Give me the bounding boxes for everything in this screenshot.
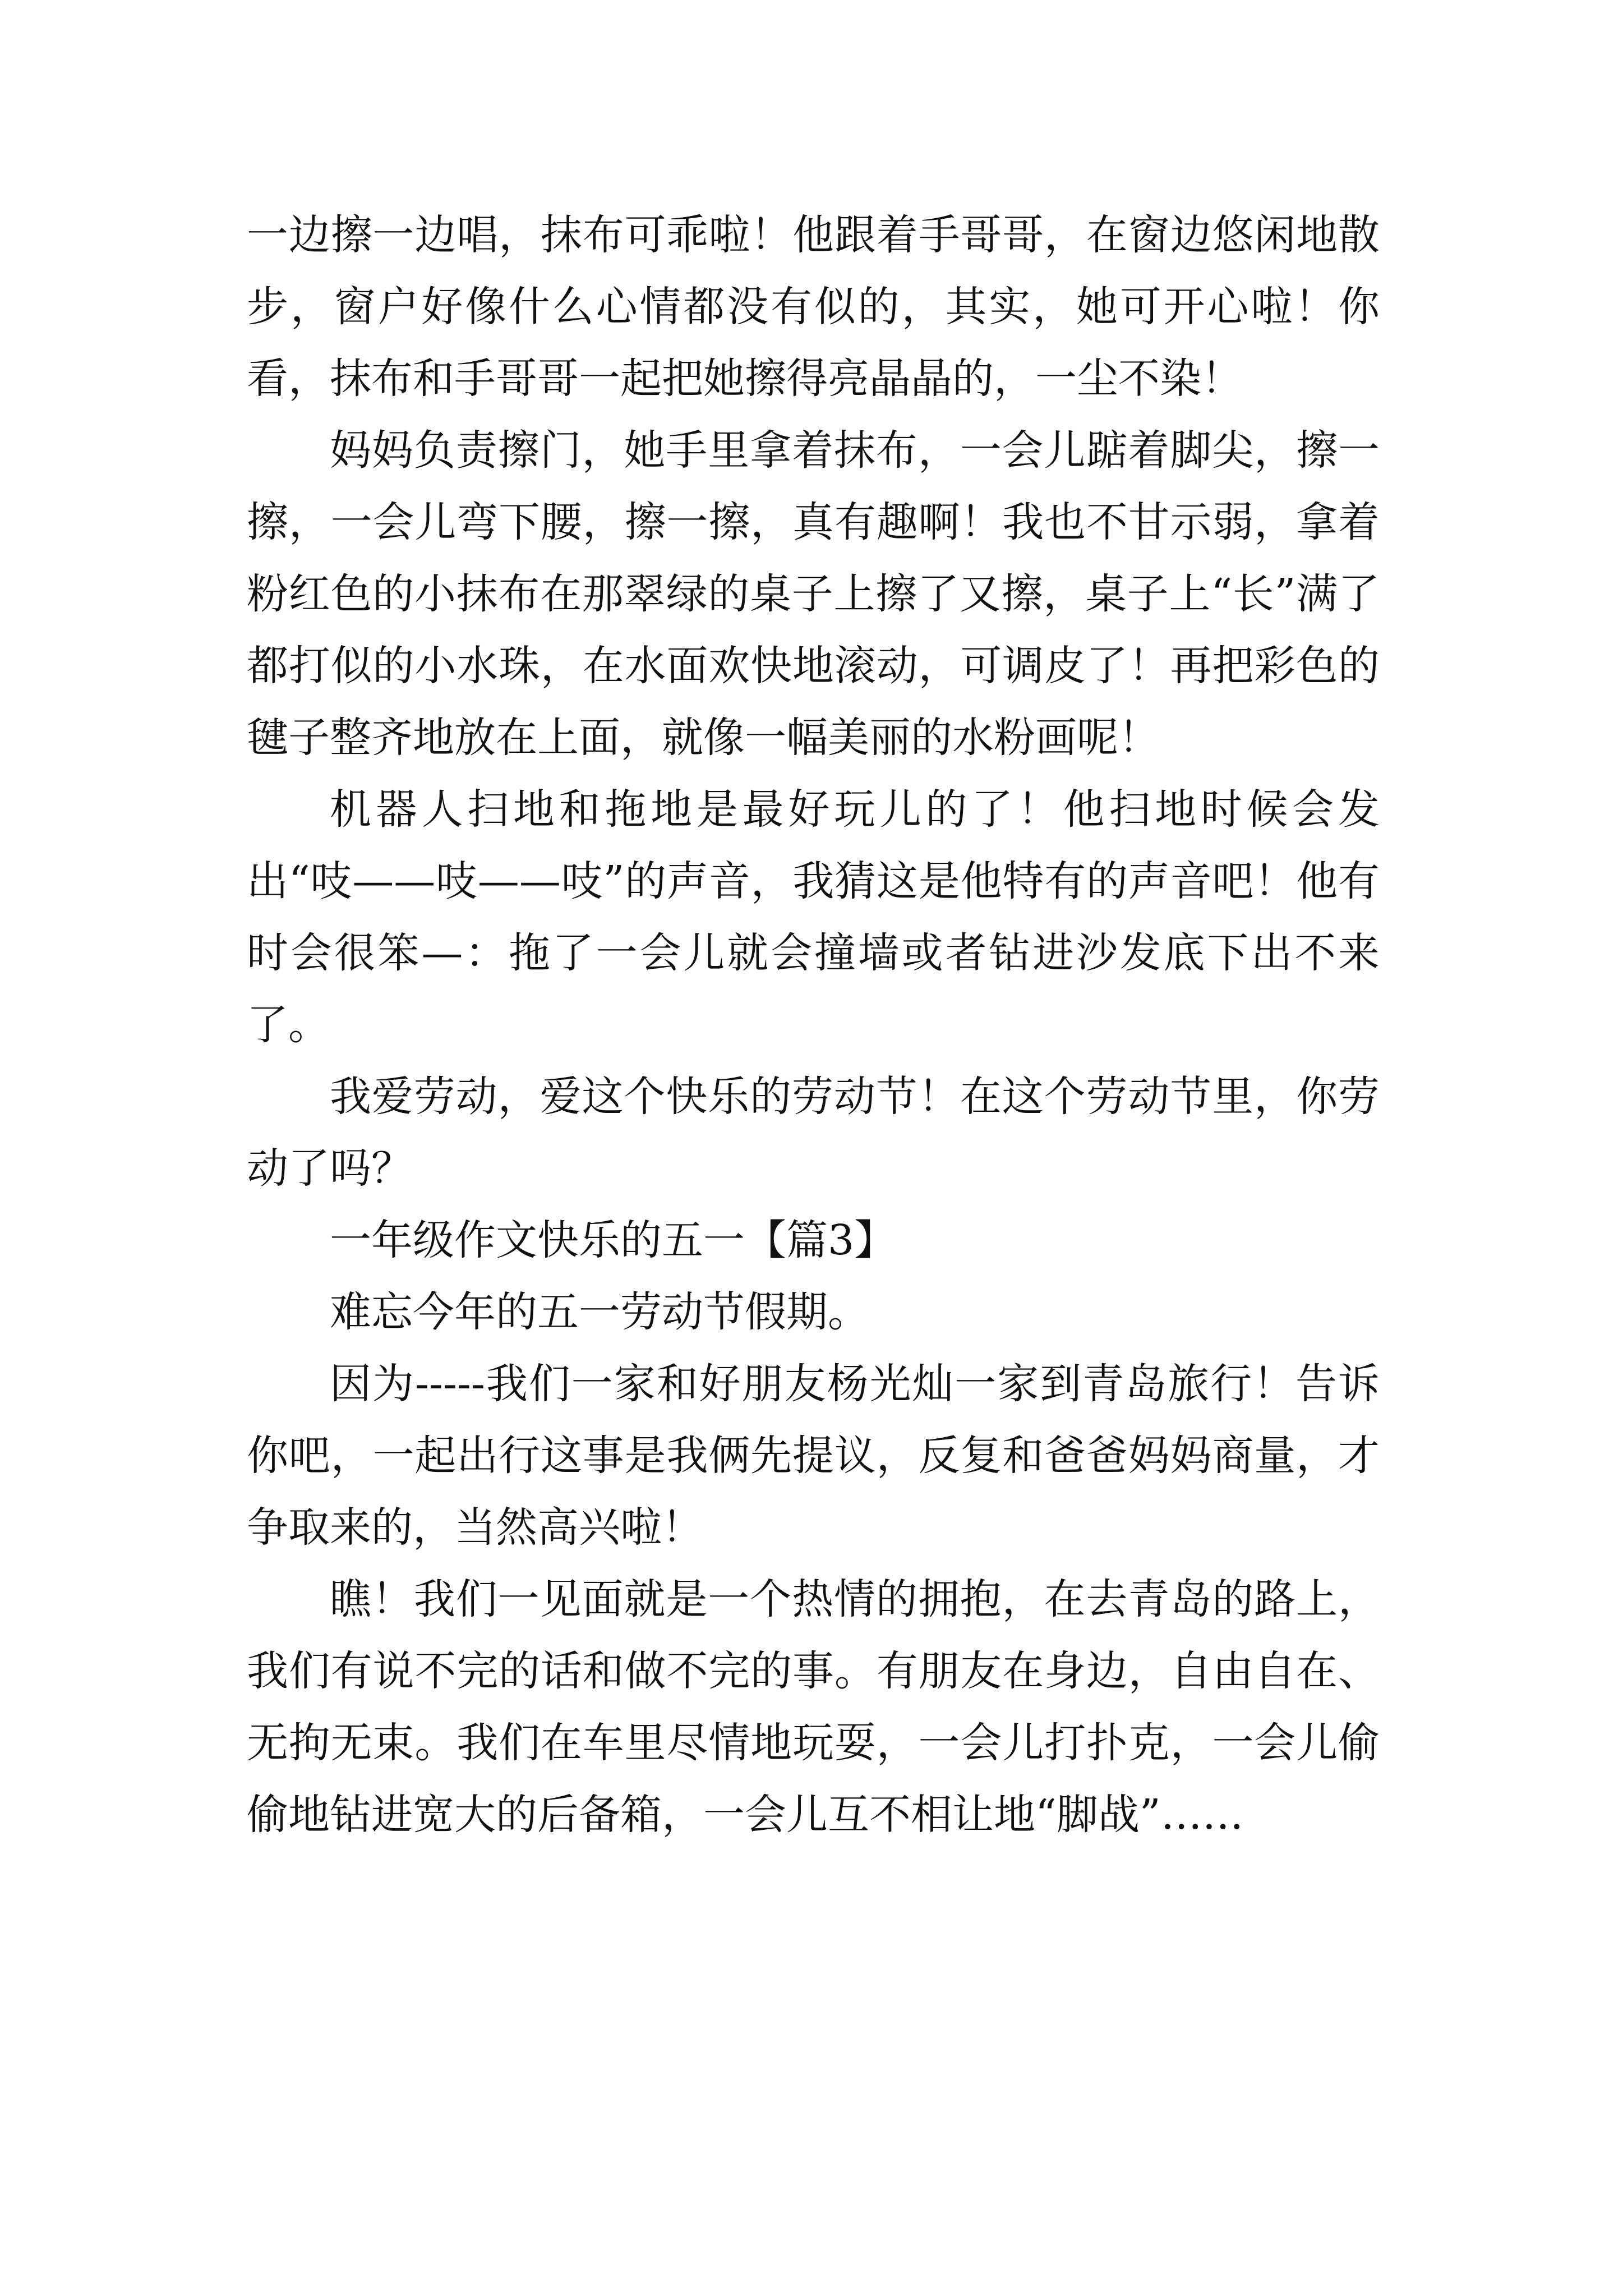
paragraph: 我爱劳动，爱这个快乐的劳动节！在这个劳动节里，你劳动了吗？ xyxy=(247,1073,1380,1193)
paragraph: 机器人扫地和拖地是最好玩儿的了！他扫地时候会发出“吱——吱——吱”的声音，我猜这是他特有的声音吧！他有时会很笨—：拖了一会儿就会撞墙或者钻进沙发底下出不来了。 xyxy=(247,785,1380,1049)
paragraph: 一边擦一边唱，抹布可乖啦！他跟着手哥哥，在窗边悠闲地散步，窗户好像什么心情都没有似的，其实，她可开心啦！你看，抹布和手哥哥一起把她擦得亮晶晶的，一尘不染！ xyxy=(247,211,1380,403)
paragraph: 瞧！我们一见面就是一个热情的拥抱，在去青岛的路上，我们有说不完的话和做不完的事。有朋友在身边，自由自在、无拘无束。我们在车里尽情地玩耍，一会儿打扑克，一会儿偷偷地钻进宽大的后备箱，一会儿互不相让地“脚战”…… xyxy=(247,1575,1380,1839)
paragraph: 难忘今年的五一劳动节假期。 xyxy=(330,1288,869,1336)
section-heading: 一年级作文快乐的五一【篇3】 xyxy=(330,1216,896,1264)
paragraph: 因为-----我们一家和好朋友杨光灿一家到青岛旅行！告诉你吧，一起出行这事是我俩先提议，反复和爸爸妈妈商量，才争取来的，当然高兴啦！ xyxy=(247,1360,1380,1552)
paragraph: 妈妈负责擦门，她手里拿着抹布，一会儿踮着脚尖，擦一擦，一会儿弯下腰，擦一擦，真有趣啊！我也不甘示弱，拿着粉红色的小抹布在那翠绿的桌子上擦了又擦，桌子上“长”满了都打似的小水珠，在水面欢快地滚动，可调皮了！再把彩色的毽子整齐地放在上面，就像一幅美丽的水粉画呢！ xyxy=(247,426,1380,762)
document-body xyxy=(247,199,1380,1851)
